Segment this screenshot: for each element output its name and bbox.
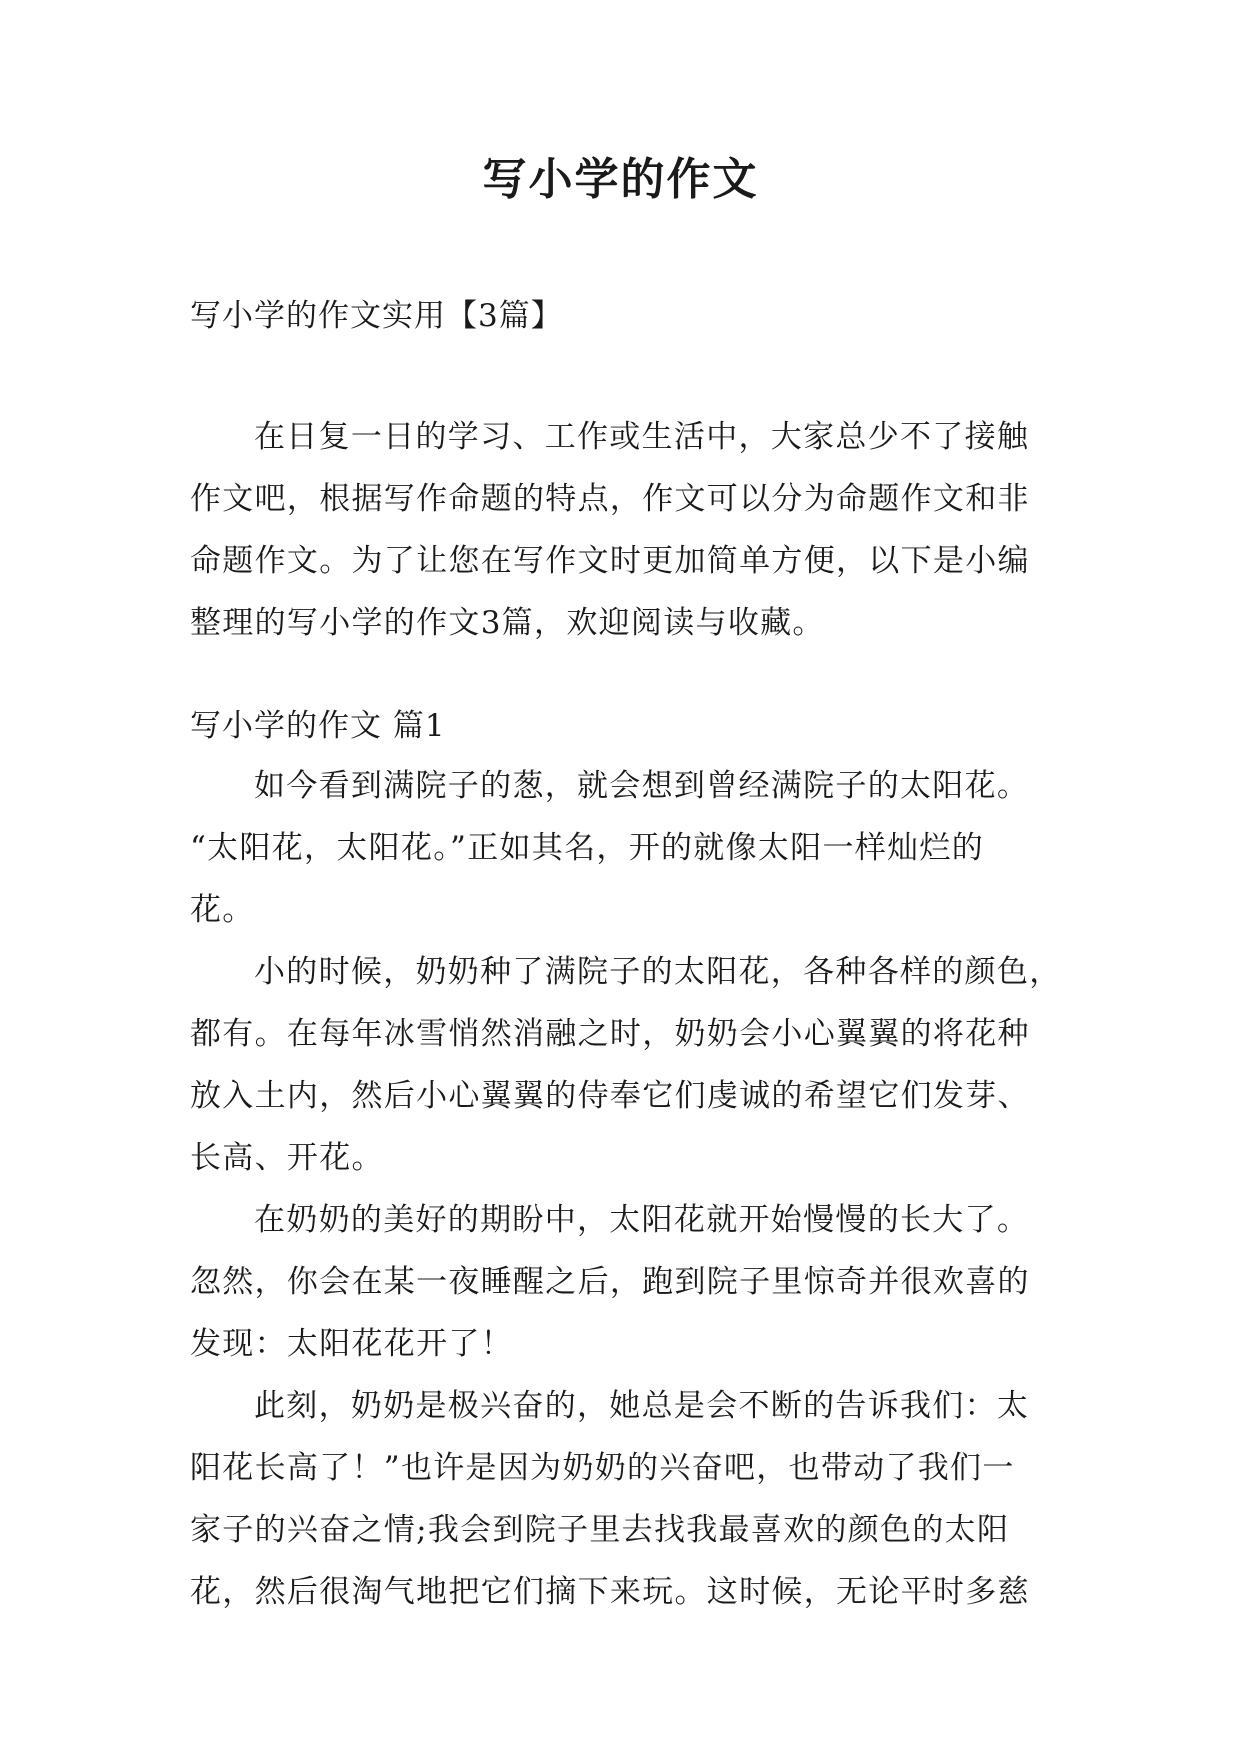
paragraph-line: 阳花长高了！”也许是因为奶奶的兴奋吧，也带动了我们一 bbox=[190, 1450, 1015, 1486]
paragraph-line: 家子的兴奋之情;我会到院子里去找我最喜欢的颜色的太阳 bbox=[190, 1512, 1010, 1548]
section-heading: 写小学的作文 篇1 bbox=[190, 708, 446, 744]
essay-paragraph bbox=[190, 941, 1062, 1189]
paragraph-line: 都有。在每年冰雪悄然消融之时，奶奶会小心翼翼的将花种 bbox=[190, 1016, 1030, 1052]
intro-line: 命题作文。为了让您在写作文时更加简单方便，以下是小编 bbox=[190, 543, 1030, 579]
intro-line: 在日复一日的学习、工作或生活中，大家总少不了接触 bbox=[254, 419, 1030, 455]
paragraph-line: 发现：太阳花花开了！ bbox=[190, 1326, 513, 1362]
paragraph-line: “太阳花，太阳花。”正如其名，开的就像太阳一样灿烂的 bbox=[190, 830, 984, 866]
intro-paragraph bbox=[190, 406, 1050, 654]
essay-body bbox=[190, 755, 1062, 1623]
paragraph-line: 放入土内，然后小心翼翼的侍奉它们虔诚的希望它们发芽、 bbox=[190, 1078, 1030, 1114]
paragraph-line: 此刻，奶奶是极兴奋的，她总是会不断的告诉我们：太 bbox=[254, 1388, 1030, 1424]
essay-paragraph bbox=[190, 1189, 1050, 1375]
paragraph-line: 花。 bbox=[190, 892, 255, 928]
document-subtitle: 写小学的作文实用【3篇】 bbox=[190, 298, 563, 334]
essay-paragraph bbox=[190, 755, 1050, 941]
paragraph-line: 小的时候，奶奶种了满院子的太阳花，各种各样的颜色， bbox=[254, 954, 1062, 990]
intro-line: 作文吧，根据写作命题的特点，作文可以分为命题作文和非 bbox=[190, 481, 1030, 517]
intro-line: 整理的写小学的作文3篇，欢迎阅读与收藏。 bbox=[190, 605, 825, 641]
essay-paragraph bbox=[190, 1375, 1050, 1623]
paragraph-line: 长高、开花。 bbox=[190, 1140, 384, 1176]
paragraph-line: 在奶奶的美好的期盼中，太阳花就开始慢慢的长大了。 bbox=[254, 1202, 1030, 1238]
document-title: 写小学的作文 bbox=[482, 154, 759, 205]
paragraph-line: 花，然后很淘气地把它们摘下来玩。这时候，无论平时多慈 bbox=[190, 1574, 1030, 1610]
paragraph-line: 忽然，你会在某一夜睡醒之后，跑到院子里惊奇并很欢喜的 bbox=[190, 1264, 1030, 1300]
paragraph-line: 如今看到满院子的葱，就会想到曾经满院子的太阳花。 bbox=[254, 768, 1030, 804]
